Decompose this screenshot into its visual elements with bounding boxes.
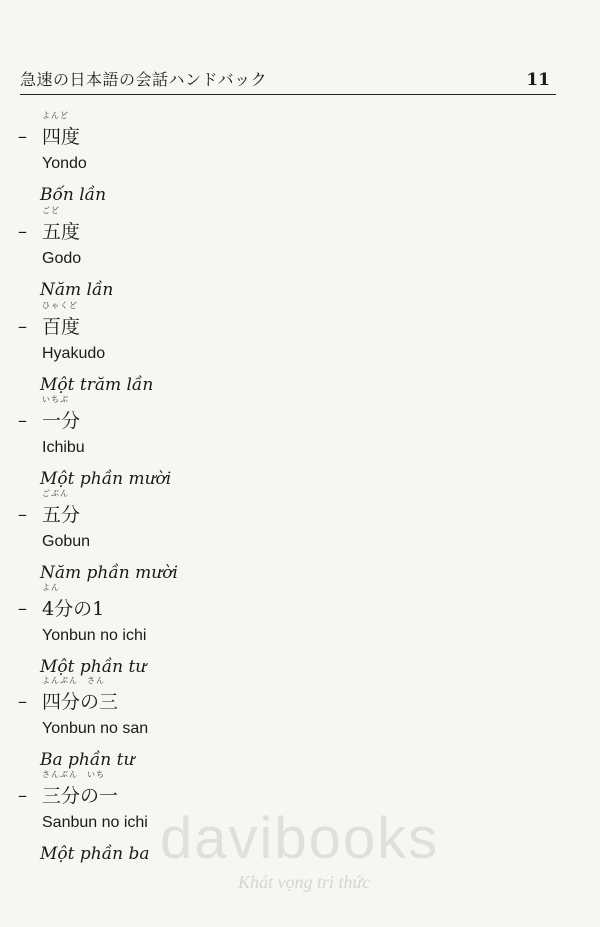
vocab-entry: [18, 302, 538, 397]
furigana: さんぶん いち: [42, 770, 105, 779]
dash-bullet: –: [18, 598, 27, 619]
romaji-reading: Ichibu: [42, 439, 85, 456]
japanese-term: 四度: [42, 126, 81, 148]
page-header: [20, 66, 556, 95]
japanese-term: 三分の一: [42, 785, 119, 807]
vietnamese-meaning: Một phần ba: [40, 844, 150, 864]
romaji-reading: Yonbun no san: [42, 720, 149, 737]
romaji-reading: Yonbun no ichi: [42, 627, 147, 644]
dash-bullet: –: [18, 691, 27, 712]
watermark-tagline: Khát vọng tri thức: [238, 872, 371, 892]
romaji-reading: Godo: [42, 250, 82, 267]
book-title: 急速の日本語の会話ハンドバック: [20, 70, 268, 89]
dash-bullet: –: [18, 221, 27, 242]
japanese-term: 五分: [42, 504, 81, 526]
romaji-reading: Gobun: [42, 533, 91, 550]
romaji-reading: Hyakudo: [42, 345, 106, 362]
dash-bullet: –: [18, 316, 27, 337]
vocab-entry: [18, 112, 538, 207]
vocab-entry: [18, 207, 538, 302]
vietnamese-meaning: Một phần tư: [40, 657, 147, 677]
furigana: ごぶん: [42, 489, 69, 498]
dash-bullet: –: [18, 410, 27, 431]
romaji-reading: Sanbun no ichi: [42, 814, 148, 831]
dash-bullet: –: [18, 504, 27, 525]
furigana: ごど: [42, 206, 60, 215]
vietnamese-meaning: Ba phần tư: [40, 750, 135, 770]
vocab-entry: [18, 677, 538, 772]
japanese-term: 一分: [42, 410, 81, 432]
furigana: よん: [42, 583, 60, 592]
japanese-term: 4分の1: [42, 598, 105, 620]
dash-bullet: –: [18, 785, 27, 806]
vietnamese-meaning: Bốn lần: [40, 185, 107, 205]
vocab-entry: [18, 490, 538, 585]
vietnamese-meaning: Năm lần: [40, 280, 114, 300]
furigana: よんぶん さん: [42, 676, 105, 685]
japanese-term: 五度: [42, 221, 81, 243]
vietnamese-meaning: Một trăm lần: [40, 375, 154, 395]
furigana: ひゃくど: [42, 301, 78, 310]
vietnamese-meaning: Năm phần mười: [40, 563, 178, 583]
furigana: いちぶ: [42, 395, 69, 404]
vietnamese-meaning: Một phần mười: [40, 469, 172, 489]
dash-bullet: –: [18, 126, 27, 147]
vocab-entry: [18, 584, 538, 679]
furigana: よんど: [42, 111, 69, 120]
japanese-term: 百度: [42, 316, 81, 338]
romaji-reading: Yondo: [42, 155, 87, 172]
watermark-brand: davibooks: [160, 806, 440, 871]
vocab-entry: [18, 396, 538, 491]
japanese-term: 四分の三: [42, 691, 119, 713]
page-number: 11: [526, 70, 550, 90]
